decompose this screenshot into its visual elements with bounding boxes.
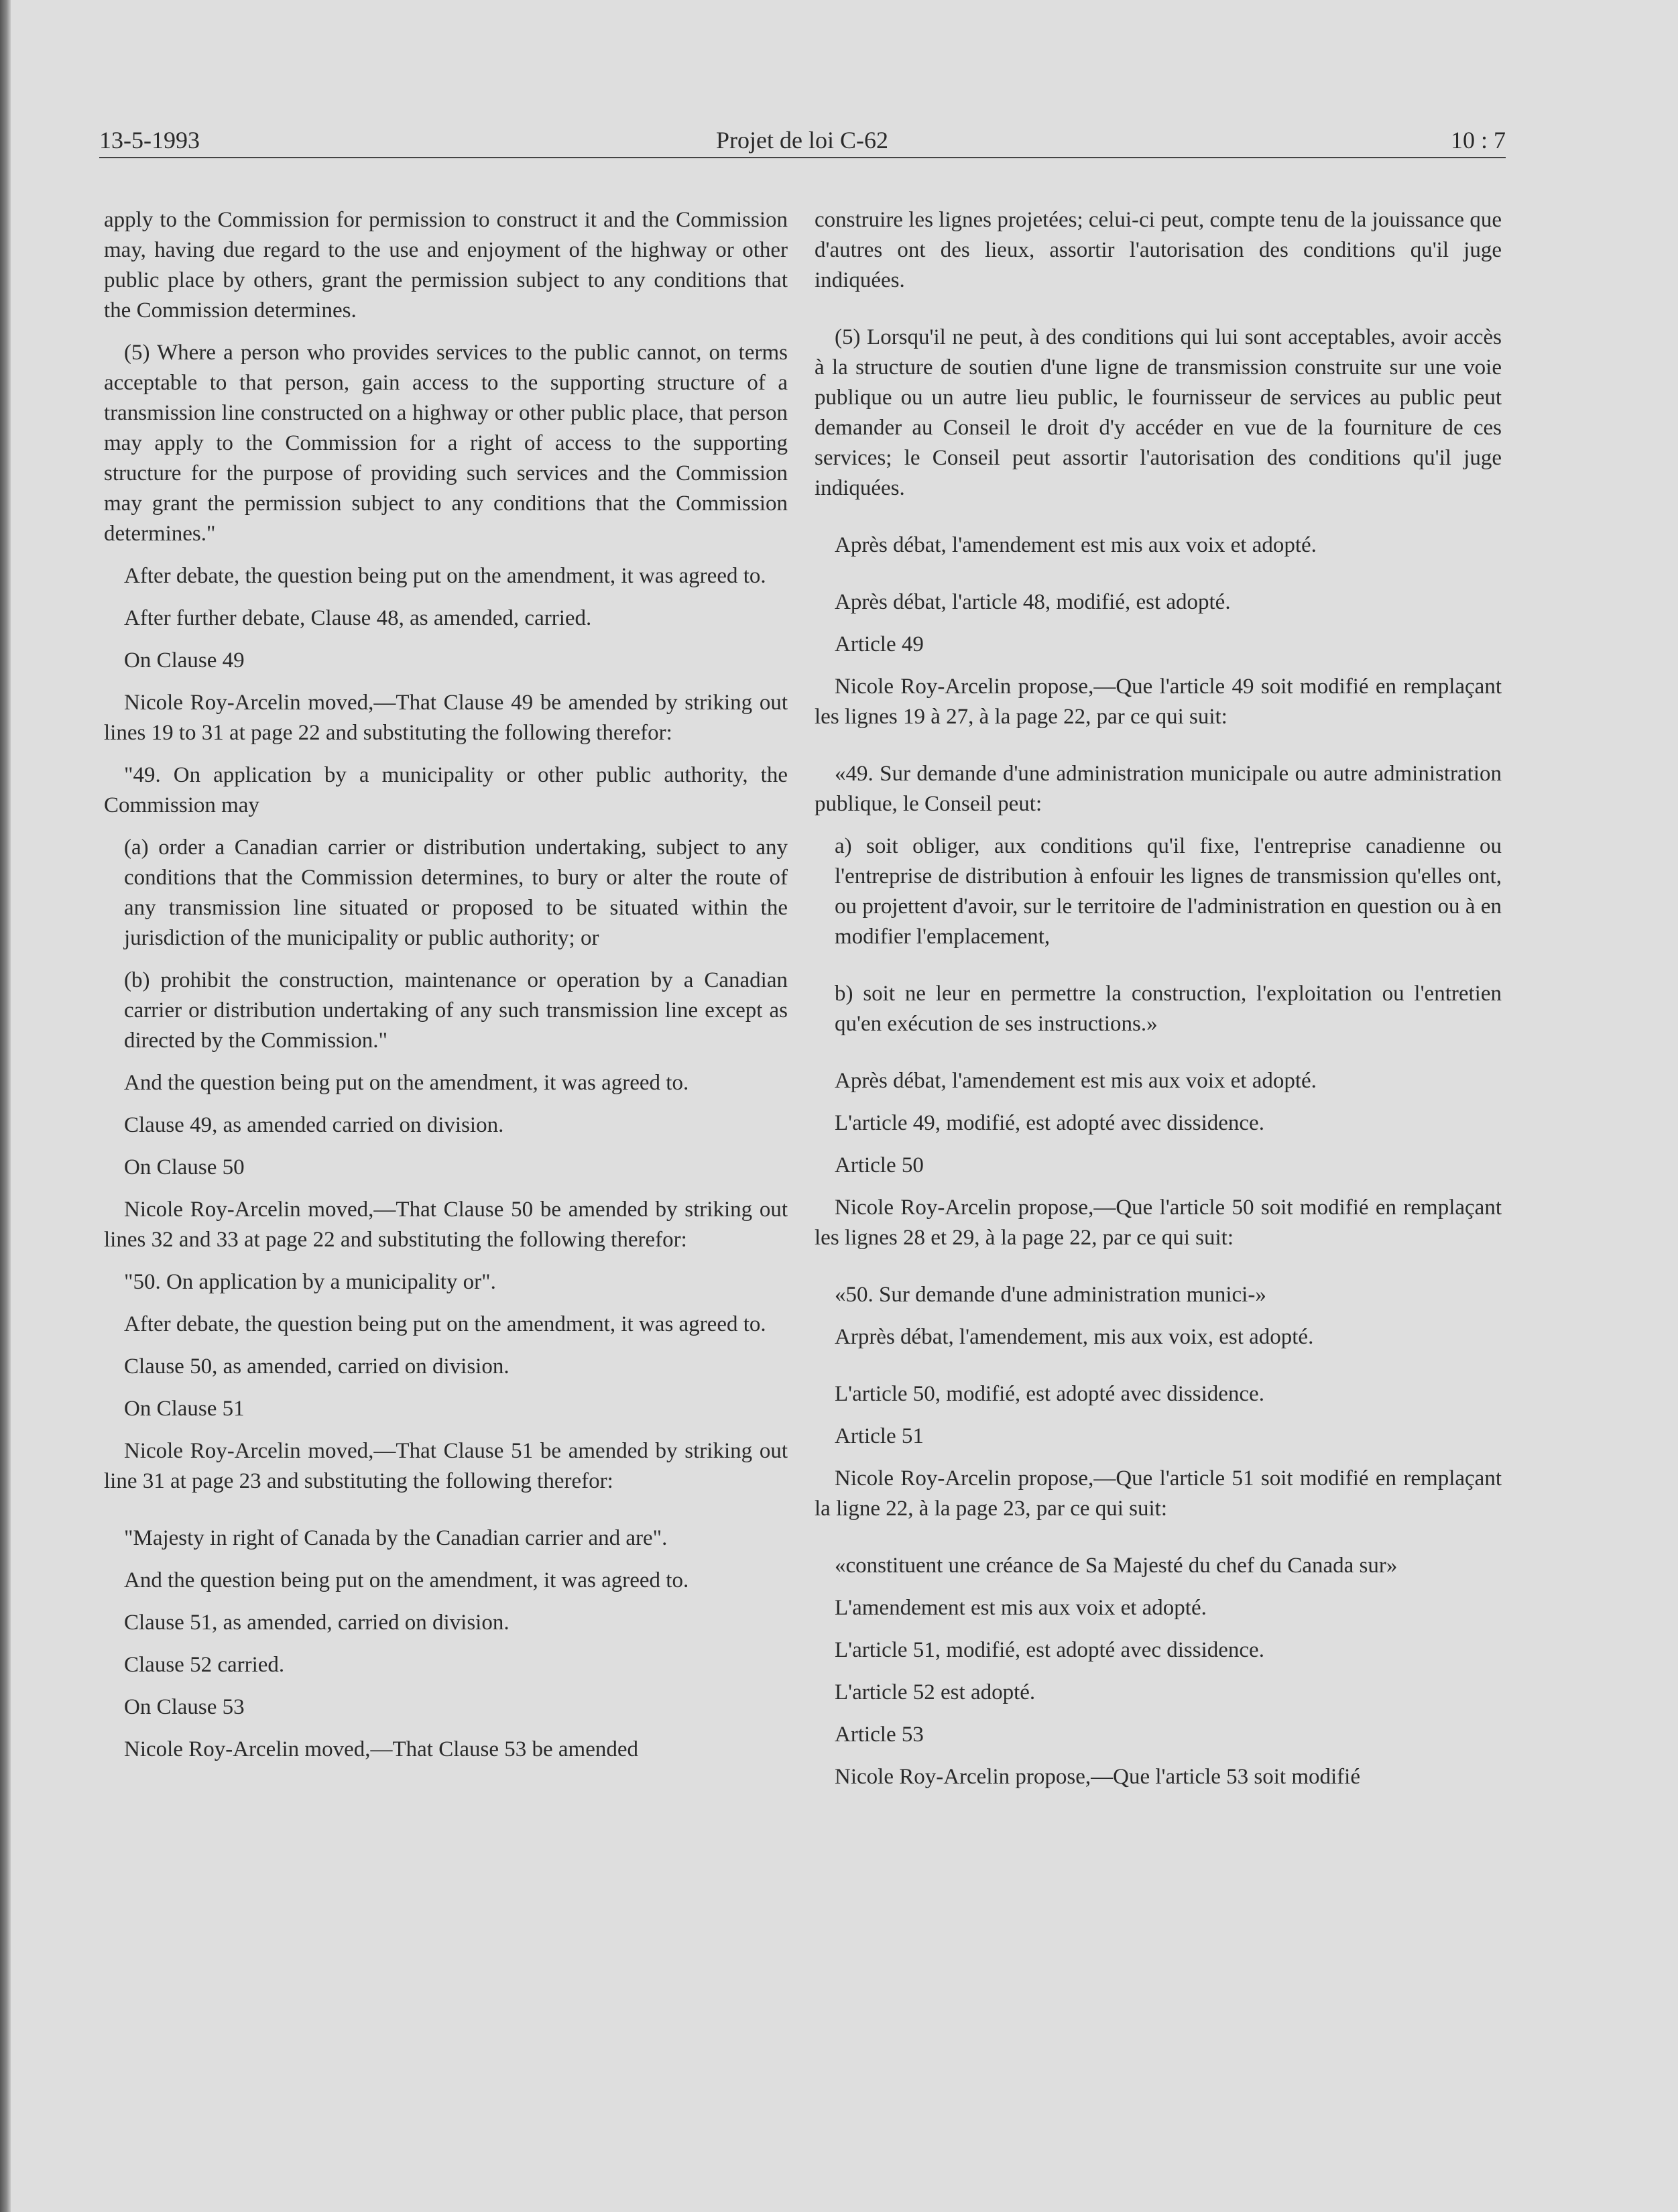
paragraph: (5) Lorsqu'il ne peut, à des conditions qui lui sont acceptables, avoir accès à la structure de soutien d'une ligne de transmission construite sur une voie publique ou un autre lieu public, le fournisseur de services au public peut demander au Conseil le droit d'y accéder en vue de la fourniture de ces services; le Conseil peut assortir l'autorisation des conditions qu'il juge indiquées. xyxy=(815,325,1502,500)
paragraph: Après débat, l'amendement est mis aux voix et adopté. xyxy=(835,533,1317,557)
paragraph: Après débat, l'amendement est mis aux voix et adopté. xyxy=(835,1069,1317,1093)
amendment-text: (a) order a Canadian carrier or distribution undertaking, subject to any conditions that the Commission determines, to bury or alter the route of any transmission line situated or proposed to be situated within the jurisdiction of the municipality or public authority; or xyxy=(124,835,788,950)
motion: Nicole Roy-Arcelin moved,—That Clause 51 be amended by striking out line 31 at page 23 and substituting the following therefor: xyxy=(104,1439,788,1493)
paragraph: L'amendement est mis aux voix et adopté. xyxy=(835,1596,1207,1620)
motion: Nicole Roy-Arcelin moved,—That Clause 53 be amended xyxy=(124,1737,639,1761)
article-heading: Article 51 xyxy=(835,1424,924,1448)
paragraph: After debate, the question being put on the amendment, it was agreed to. xyxy=(124,564,766,588)
paragraph: Arprès débat, l'amendement, mis aux voix, est adopté. xyxy=(835,1325,1314,1349)
paragraph: apply to the Commission for permission to construct it and the Commission may, having due regard to the use and enjoyment of the highway or other public place by others, grant the permission subject to any conditions that the Commission determines. xyxy=(104,208,788,323)
paragraph: And the question being put on the amendment, it was agreed to. xyxy=(124,1568,689,1592)
paragraph: L'article 51, modifié, est adopté avec dissidence. xyxy=(835,1638,1264,1662)
clause-heading: On Clause 53 xyxy=(124,1695,245,1719)
paragraph: Clause 52 carried. xyxy=(124,1653,285,1677)
paragraph: Clause 49, as amended carried on division. xyxy=(124,1113,504,1137)
header-date: 13-5-1993 xyxy=(99,127,200,154)
page-header xyxy=(99,126,1506,160)
amendment-text: "Majesty in right of Canada by the Canadian carrier and are". xyxy=(124,1526,668,1550)
paragraph: After debate, the question being put on the amendment, it was agreed to. xyxy=(124,1312,766,1336)
motion: Nicole Roy-Arcelin moved,—That Clause 50 be amended by striking out lines 32 and 33 at page 22 and substituting the following therefor: xyxy=(104,1198,788,1252)
french-column xyxy=(815,205,1502,1792)
english-column xyxy=(104,205,788,1765)
article-heading: Article 49 xyxy=(835,632,924,656)
header-title: Projet de loi C-62 xyxy=(716,127,888,154)
motion: Nicole Roy-Arcelin moved,—That Clause 49 be amended by striking out lines 19 to 31 at page 22 and substituting the following therefor: xyxy=(104,691,788,745)
article-heading: Article 50 xyxy=(835,1153,924,1177)
amendment-text: «constituent une créance de Sa Majesté du chef du Canada sur» xyxy=(835,1554,1398,1578)
motion: Nicole Roy-Arcelin propose,—Que l'article 53 soit modifié xyxy=(835,1765,1360,1789)
header-rule xyxy=(99,157,1506,158)
paragraph: Clause 51, as amended, carried on division. xyxy=(124,1611,510,1635)
amendment-text: (b) prohibit the construction, maintenance or operation by a Canadian carrier or distribution undertaking of any such transmission line except as directed by the Commission." xyxy=(124,968,788,1053)
clause-heading: On Clause 51 xyxy=(124,1397,245,1421)
paragraph: L'article 49, modifié, est adopté avec dissidence. xyxy=(835,1111,1264,1135)
paragraph: And the question being put on the amendment, it was agreed to. xyxy=(124,1071,689,1095)
paragraph: Clause 50, as amended, carried on division. xyxy=(124,1354,510,1379)
clause-heading: On Clause 50 xyxy=(124,1155,245,1179)
paragraph: L'article 52 est adopté. xyxy=(835,1680,1036,1704)
amendment-text: "50. On application by a municipality or". xyxy=(124,1270,496,1294)
amendment-text: «50. Sur demande d'une administration munici-» xyxy=(835,1283,1266,1307)
page-binding-edge xyxy=(0,0,11,2212)
paragraph: Après débat, l'article 48, modifié, est adopté. xyxy=(835,590,1231,614)
amendment-text: «49. Sur demande d'une administration municipale ou autre administration publique, le Conseil peut: xyxy=(815,762,1502,816)
amendment-text: a) soit obliger, aux conditions qu'il fixe, l'entreprise canadienne ou l'entreprise de distribution à enfouir les lignes de transmission qu'elles ont, ou projettent d'avoir, sur le territoire de l'administration en question ou à en modifier l'emplacement, xyxy=(835,834,1502,949)
header-page-number: 10 : 7 xyxy=(1450,127,1506,154)
motion: Nicole Roy-Arcelin propose,—Que l'article 50 soit modifié en remplaçant les lignes 28 et 29, à la page 22, par ce qui suit: xyxy=(815,1196,1502,1250)
paragraph: After further debate, Clause 48, as amended, carried. xyxy=(124,606,592,630)
amendment-text: "49. On application by a municipality or other public authority, the Commission may xyxy=(104,763,788,817)
paragraph: L'article 50, modifié, est adopté avec dissidence. xyxy=(835,1382,1264,1406)
paragraph: construire les lignes projetées; celui-ci peut, compte tenu de la jouissance que d'autres ont des lieux, assortir l'autorisation des conditions qu'il juge indiquées. xyxy=(815,208,1502,292)
paragraph: (5) Where a person who provides services to the public cannot, on terms acceptable to that person, gain access to the supporting structure of a transmission line constructed on a highway or other public place, that person may apply to the Commission for a right of access to the supporting structure for the purpose of providing such services and the Commission may grant the permission subject to any conditions that the Commission determines." xyxy=(104,341,788,546)
motion: Nicole Roy-Arcelin propose,—Que l'article 49 soit modifié en remplaçant les lignes 19 à 27, à la page 22, par ce qui suit: xyxy=(815,675,1502,729)
clause-heading: On Clause 49 xyxy=(124,648,245,673)
article-heading: Article 53 xyxy=(835,1723,924,1747)
motion: Nicole Roy-Arcelin propose,—Que l'article 51 soit modifié en remplaçant la ligne 22, à la page 23, par ce qui suit: xyxy=(815,1466,1502,1521)
amendment-text: b) soit ne leur en permettre la construction, l'exploitation ou l'entretien qu'en exécution de ses instructions.» xyxy=(835,982,1502,1036)
